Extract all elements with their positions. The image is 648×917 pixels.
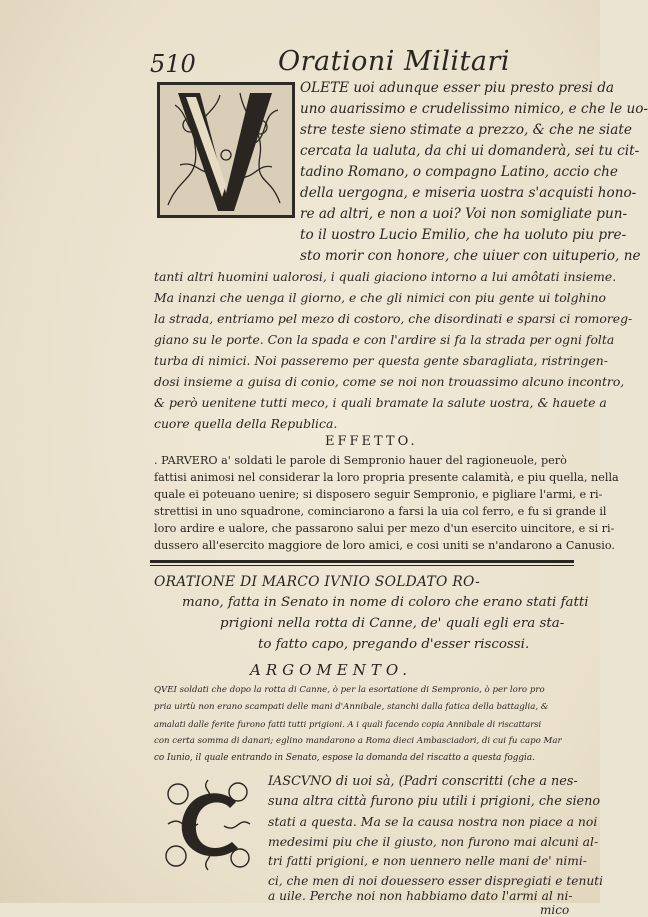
text-line: amalati dalle ferite furono fatti tutti prigioni. A i quali facendo copia Annibale di riscattarsi [154,719,542,729]
text-line: turba di nimici. Noi passeremo per questa gente sbaragliata, ristringen- [154,353,608,368]
text-line: sto morir con honore, che uiuer con uituperio, ne [300,248,641,264]
text-line: suna altra città furono piu utili i prigioni, che sieno [268,794,601,809]
text-line: stre teste sieno stimate a prezzo, & che ne siate [300,122,632,138]
text-line: uno auarissimo e crudelissimo nimico, e che le uo- [300,101,648,117]
oration-title-line: ORATIONE DI MARCO IVNIO SOLDATO RO- [154,574,481,590]
text-line: dosi insieme a guisa di conio, come se noi non trouassimo alcuno incontro, [154,374,625,389]
woodcut-c-illustration [158,774,260,876]
text-line: to il uostro Lucio Emilio, che ha uoluto piu pre- [300,227,627,243]
page-number: 510 [150,50,196,78]
text-line: Ma inanzi che uenga il giorno, e che gli nimici con piu gente ui tolghino [154,290,606,305]
running-title: Orationi Militari [278,46,511,77]
divider-rule [150,560,574,563]
text-line: strettisi in uno squadrone, cominciarono a farsi la uia col ferro, e fu si grande il [154,505,607,518]
text-line: & però uenitene tutti meco, i quali bramate la salute uostra, & hauete a [154,395,607,410]
text-line: con certa somma di danari; eglino mandarono a Roma dieci Ambasciadori, di cui fu capo Mar [154,736,562,746]
text-line: pria uirtù non erano scampati delle mani d'Annibale, stanchi dalla fatica della battaglia, & [154,702,549,712]
oration-title-line: mano, fatta in Senato in nome di coloro che erano stati fatti [182,595,589,610]
decorated-initial-v [157,82,295,218]
text-line: giano su le porte. Con la spada e con l'ardire si fa la strada per ogni folta [154,332,615,347]
text-line: re ad altri, e non a uoi? Voi non somigliate pun- [300,206,628,222]
woodcut-v-illustration [160,85,292,215]
text-line: tadino Romano, o compagno Latino, accio che [300,164,618,180]
text-line: tri fatti prigioni, e non uennero nelle mani de' nimi- [268,854,587,868]
oration-title-line: prigioni nella rotta di Canne, de' quali egli era sta- [220,616,565,631]
text-line: stati a questa. Ma se la causa nostra non piace a noi [268,814,598,829]
text-line: IASCVNO di uoi sà, (Padri conscritti (che a nes- [268,774,578,789]
text-line: QVEI soldati che dopo la rotta di Canne, ò per la esortatione di Sempronio, ò per loro pro [154,685,545,695]
text-line: ci, che men di noi douessero esser dispregiati e tenuti [268,874,603,888]
text-line: . PARVERO a' soldati le parole di Sempronio hauer del ragioneuole, però [154,454,567,467]
decorated-initial-c [158,774,260,876]
text-line: co Iunio, il quale entrando in Senato, espose la domanda del riscatto a questa foggia. [154,753,535,763]
section-heading-effetto: EFFETTO. [325,434,418,449]
text-line: cuore quella della Republica. [154,416,338,431]
section-heading-argomento: ARGOMENTO. [250,661,413,679]
text-line: loro ardire e ualore, che passarono salui per mezo d'un esercito uincitore, e si ri- [154,522,615,535]
text-line: medesimi piu che il giusto, non furono mai alcuni al- [268,834,599,849]
text-line: a uile. Perche noi non habbiamo dato l'armi al ni- [268,889,573,903]
oration-title-line: to fatto capo, pregando d'esser riscossi. [258,637,530,652]
text-line: dussero all'esercito maggiore de loro amici, e cosi uniti se n'andarono a Canusio. [154,539,615,552]
divider-rule [150,565,574,566]
text-line: della uergogna, e miseria uostra s'acquisti hono- [300,185,637,201]
text-line: fattisi animosi nel considerar la loro propria presente calamità, e piu quella, nella [154,471,619,484]
text-line: OLETE uoi adunque esser piu presto presi da [300,80,615,96]
text-line: tanti altri huomini ualorosi, i quali giaciono intorno a lui amôtati insieme. [154,269,617,284]
text-line: cercata la ualuta, da chi ui domanderà, sei tu cit- [300,143,640,159]
catchword: mico [540,903,570,917]
text-line: quale ei poteuano uenire; si disposero seguir Sempronio, e pigliare l'armi, e ri- [154,488,603,501]
text-line: la strada, entriamo pel mezo di costoro, che disordinati e sparsi ci romoreg- [154,311,633,326]
